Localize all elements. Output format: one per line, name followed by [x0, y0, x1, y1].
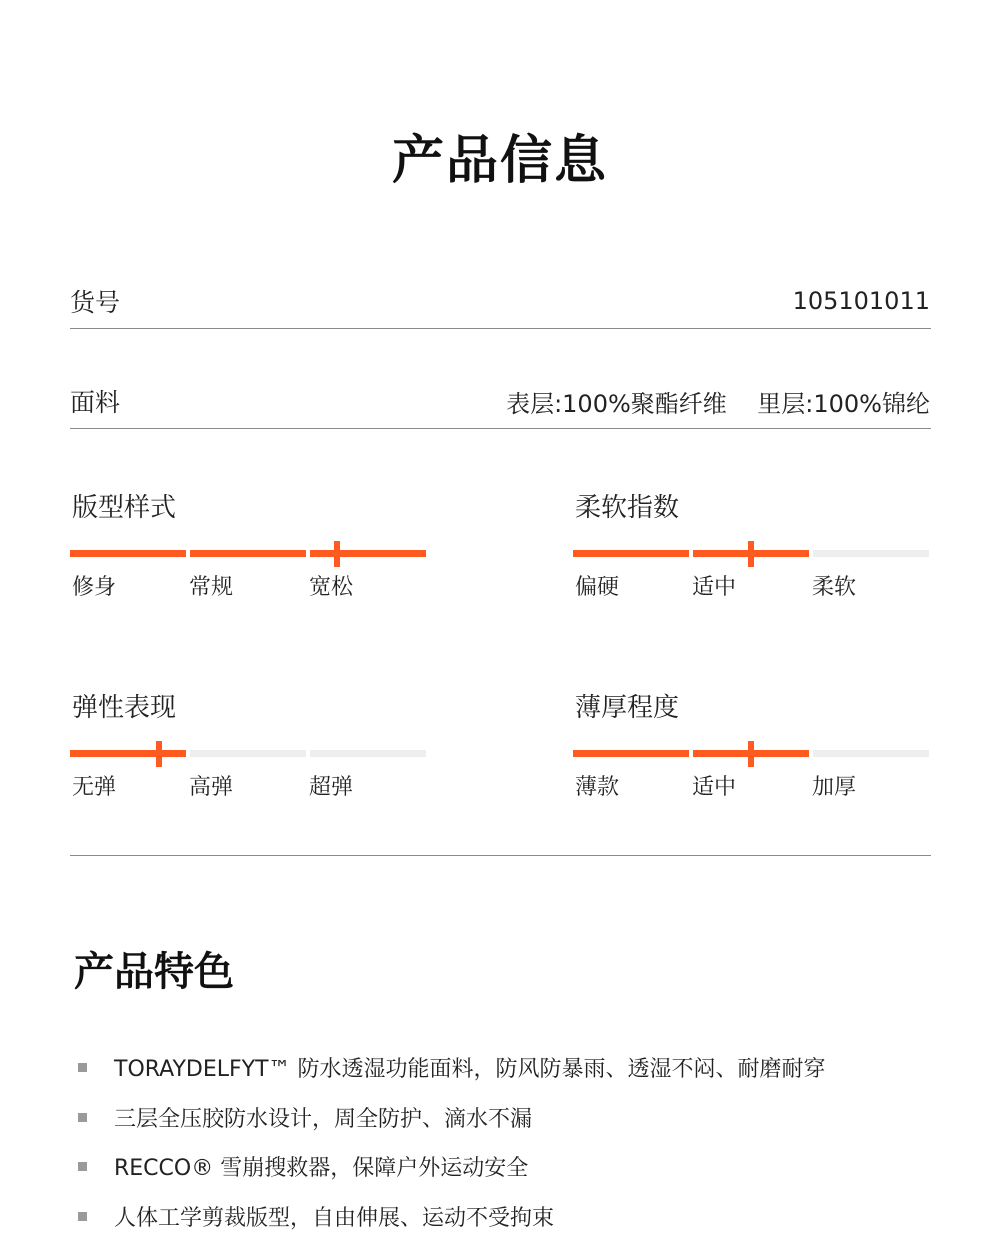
tick-label: 高弹: [189, 775, 234, 800]
level-segment: [70, 750, 186, 757]
bullet-icon: [78, 1063, 87, 1072]
level-segment: [310, 750, 426, 757]
feature-item: [78, 1050, 938, 1084]
feature-text: RECCO® 雪崩搜救器，保障户外运动安全: [114, 1155, 529, 1181]
level-segment: [70, 550, 186, 557]
feature-item: [78, 1199, 938, 1233]
info-row-item-number: [70, 281, 930, 321]
level-segment: [190, 750, 306, 757]
divider: [70, 328, 931, 329]
feature-text: 人体工学剪裁版型，自由伸展、运动不受拘束: [114, 1205, 555, 1231]
level-segment: [190, 550, 306, 557]
metric-softness: [573, 487, 933, 617]
metric-title: 版型样式: [72, 493, 177, 523]
item-number-value: 105101011: [792, 287, 930, 315]
divider: [70, 428, 931, 429]
metric-title: 薄厚程度: [575, 693, 680, 723]
level-marker: [156, 741, 162, 767]
tick-label: 适中: [692, 775, 737, 800]
tick-label: 修身: [72, 575, 117, 600]
feature-text: TORAYDELFYT™ 防水透湿功能面料，防风防暴雨、透湿不闷、耐磨耐穿: [114, 1056, 826, 1082]
bullet-icon: [78, 1212, 87, 1221]
feature-text: 三层全压胶防水设计，周全防护、滴水不漏: [114, 1106, 533, 1132]
fabric-value: 表层:100%聚酯纤维 里层:100%锦纶: [506, 389, 930, 418]
tick-label: 柔软: [812, 575, 857, 600]
level-marker: [748, 541, 754, 567]
bullet-icon: [78, 1162, 87, 1171]
tick-label: 超弹: [309, 775, 354, 800]
divider: [70, 855, 931, 856]
level-segment: [813, 550, 929, 557]
tick-label: 加厚: [812, 775, 857, 800]
metric-title: 柔软指数: [575, 493, 680, 523]
metric-elasticity: [70, 687, 430, 817]
level-segment: [573, 550, 689, 557]
feature-item: [78, 1100, 938, 1134]
level-marker: [334, 541, 340, 567]
page-title: 产品信息: [391, 131, 608, 191]
feature-item: [78, 1149, 938, 1183]
level-segment: [310, 550, 426, 557]
metric-title: 弹性表现: [72, 693, 177, 723]
level-segment: [813, 750, 929, 757]
tick-label: 薄款: [575, 775, 620, 800]
level-marker: [748, 741, 754, 767]
tick-label: 偏硬: [575, 575, 620, 600]
level-segment: [573, 750, 689, 757]
tick-label: 适中: [692, 575, 737, 600]
tick-label: 无弹: [72, 775, 117, 800]
metric-fit-style: [70, 487, 430, 617]
tick-label: 宽松: [309, 575, 354, 600]
fabric-label: 面料: [70, 388, 121, 417]
item-number-label: 货号: [70, 288, 121, 317]
tick-label: 常规: [189, 575, 234, 600]
metric-thickness: [573, 687, 933, 817]
info-row-fabric: [70, 381, 930, 421]
bullet-icon: [78, 1113, 87, 1122]
features-title: 产品特色: [74, 949, 234, 995]
